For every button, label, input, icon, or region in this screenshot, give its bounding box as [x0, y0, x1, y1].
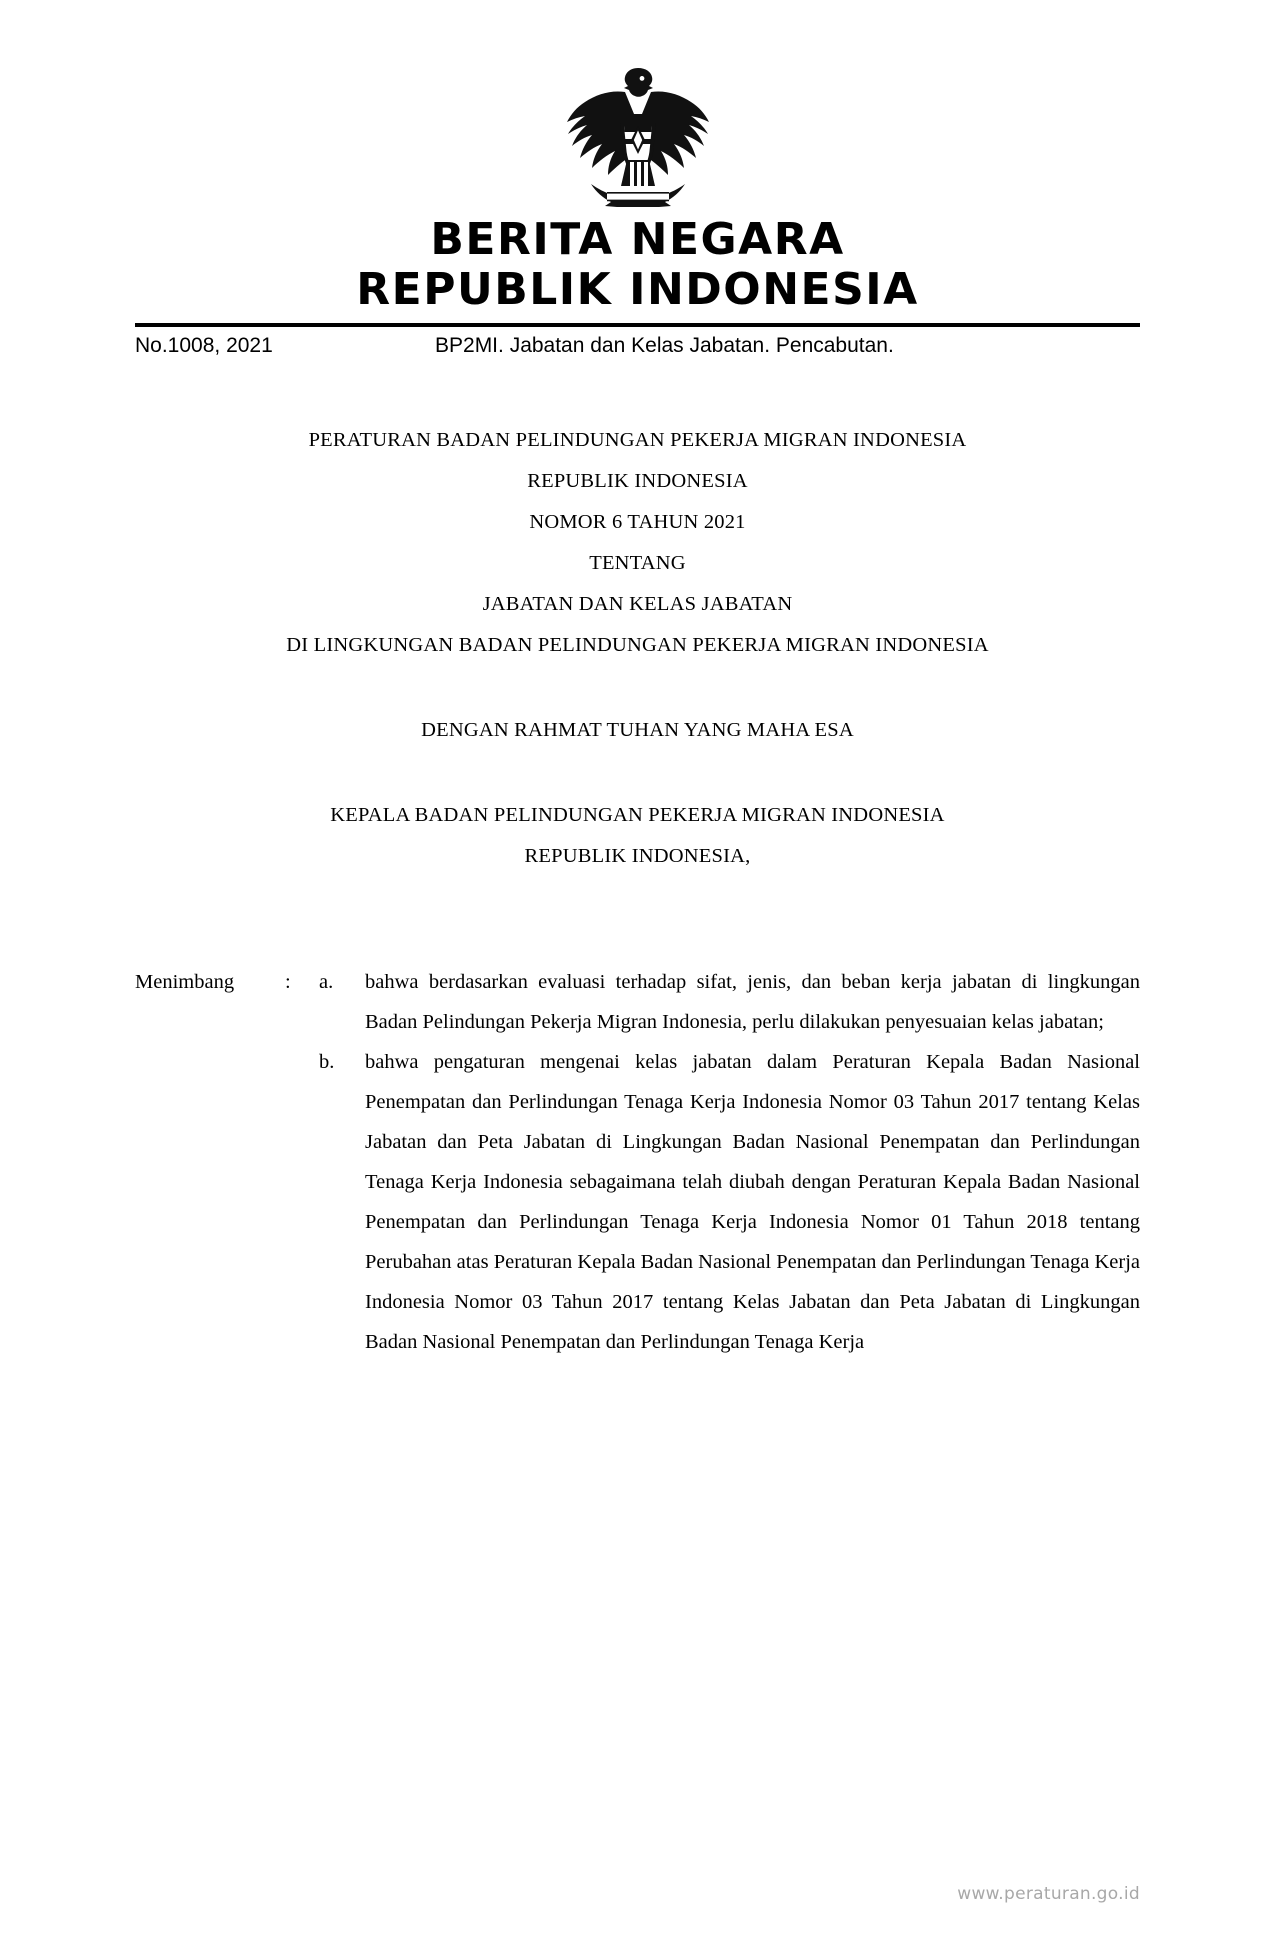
title-line-2: REPUBLIK INDONESIA: [527, 470, 748, 493]
list-item-text: bahwa pengaturan mengenai kelas jabatan dalam Peraturan Kepala Badan Nasional Penempatan dan Perlindungan Tenaga Kerja Indonesia Nomor 03 Tahun 2017 tentang Kelas Jabatan dan Peta Jabatan di Lingkungan Badan Nasional Penempatan dan Perlindungan Tenaga Kerja Indonesia sebagaimana telah diubah dengan Peraturan Kepala Badan Nasional Penempatan dan Perlindungan Tenaga Kerja Indonesia Nomor 01 Tahun 2018 tentang Perubahan atas Peraturan Kepala Badan Nasional Penempatan dan Perlindungan Tenaga Kerja Indonesia Nomor 03 Tahun 2017 tentang Kelas Jabatan dan Peta Jabatan di Lingkungan Badan Nasional Penempatan dan Perlindungan Tenaga Kerja: [365, 1051, 1140, 1354]
masthead-divider: [135, 323, 1140, 327]
list-item-marker: b.: [319, 1051, 335, 1074]
title-line-number: NOMOR 6 TAHUN 2021: [529, 511, 746, 534]
list-item-text: bahwa berdasarkan evaluasi terhadap sifat, jenis, dan beban kerja jabatan di lingkungan Badan Pelindungan Pekerja Migran Indonesia, perlu dilakukan penyesuaian kelas jabatan;: [365, 971, 1140, 1034]
list-item-marker: a.: [319, 971, 334, 994]
title-spacer-2: [0, 751, 1275, 795]
masthead-title-line1: BERITA NEGARA: [430, 214, 845, 265]
title-line-subject-2: DI LINGKUNGAN BADAN PELINDUNGAN PEKERJA MIGRAN INDONESIA: [286, 634, 989, 657]
title-line-blessing: DENGAN RAHMAT TUHAN YANG MAHA ESA: [421, 719, 854, 742]
garuda-pancasila-emblem-icon: [563, 62, 713, 207]
footer-watermark: www.peraturan.go.id: [957, 1884, 1140, 1904]
title-line-tentang: TENTANG: [589, 552, 686, 575]
considering-label: Menimbang: [135, 971, 235, 994]
considering-colon: :: [285, 971, 291, 994]
title-line-authority-2: REPUBLIK INDONESIA,: [524, 845, 751, 868]
list-item: [319, 1043, 1140, 1363]
considering-items: [319, 963, 1140, 1363]
document-number-line: [135, 334, 1140, 358]
masthead-title: [0, 215, 1275, 315]
title-line-subject-1: JABATAN DAN KELAS JABATAN: [482, 593, 793, 616]
list-item: [319, 963, 1140, 1043]
masthead: [0, 0, 1275, 327]
regulation-title-block: [0, 420, 1275, 877]
title-line-1: PERATURAN BADAN PELINDUNGAN PEKERJA MIGRAN INDONESIA: [308, 429, 967, 452]
considering-section: [135, 963, 1140, 1363]
title-spacer-1: [0, 666, 1275, 710]
masthead-title-line2: REPUBLIK INDONESIA: [356, 264, 919, 316]
document-subject: BP2MI. Jabatan dan Kelas Jabatan. Pencabutan.: [435, 334, 894, 358]
document-number: No.1008, 2021: [135, 334, 273, 358]
title-line-authority-1: KEPALA BADAN PELINDUNGAN PEKERJA MIGRAN INDONESIA: [330, 804, 945, 827]
